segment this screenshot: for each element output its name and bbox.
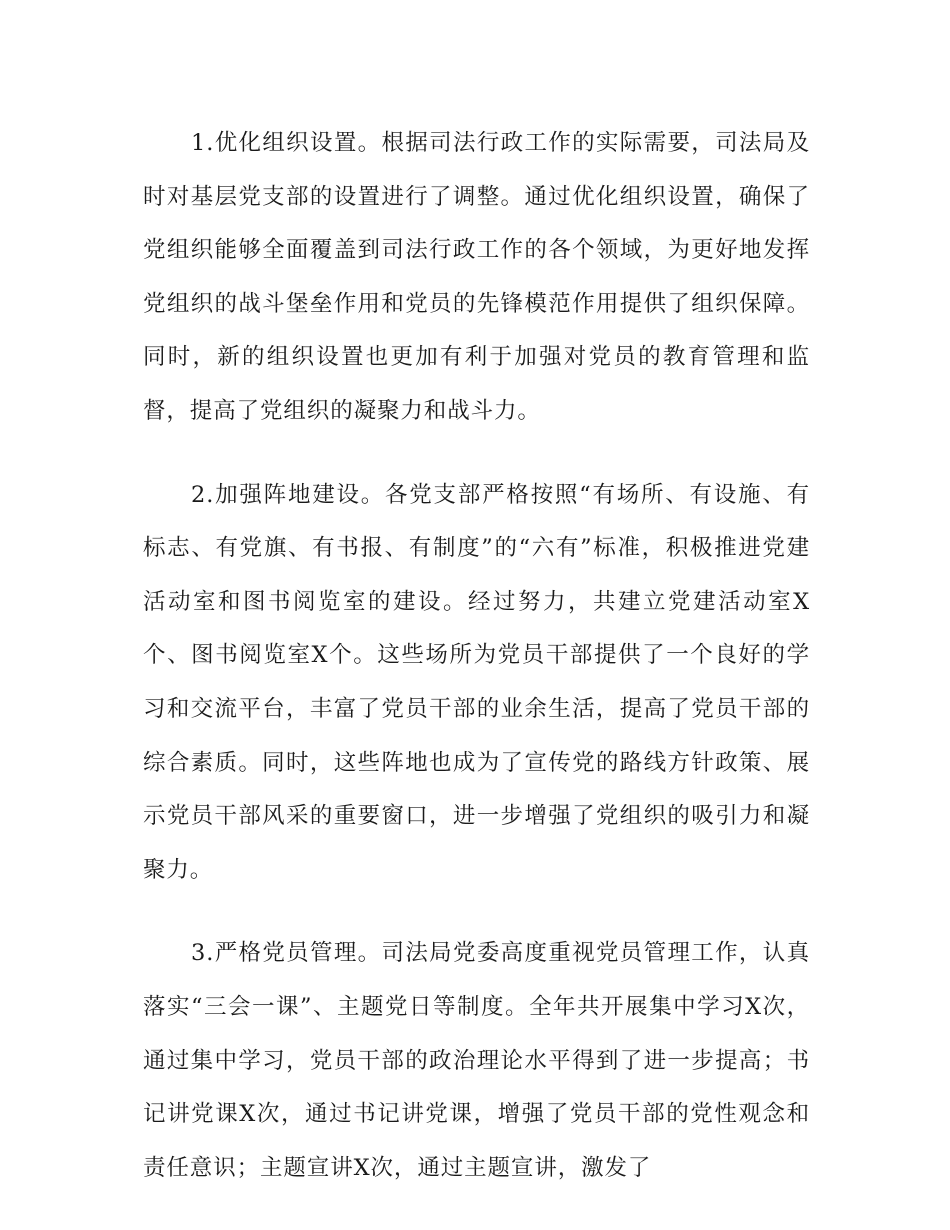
paragraph-strict-member-management: 3.严格党员管理。司法局党委高度重视党员管理工作，认真落实“三会一课”、主题党日等制度。全年共开展集中学习X次，通过集中学习，党员干部的政治理论水平得到了进一步提高；书记讲党课X次，通过书记讲党课，增强了党员干部的党性观念和责任意识；主题宣讲X次，通过主题宣讲，激发了 bbox=[143, 940, 810, 1181]
paragraph-optimize-organization: 1.优化组织设置。根据司法行政工作的实际需要，司法局及时对基层党支部的设置进行了调整。通过优化组织设置，确保了党组织能够全面覆盖到司法行政工作的各个领域，为更好地发挥党组织的战斗堡垒作用和党员的先锋模范作用提供了组织保障。同时，新的组织设置也更加有利于加强对党员的教育管理和监督，提高了党组织的凝聚力和战斗力。 bbox=[143, 130, 810, 424]
paragraph-strengthen-base-construction: 2.加强阵地建设。各党支部严格按照“有场所、有设施、有标志、有党旗、有书报、有制度”的“六有”标准，积极推进党建活动室和图书阅览室的建设。经过努力，共建立党建活动室X个、图书阅览室X个。这些场所为党员干部提供了一个良好的学习和交流平台，丰富了党员干部的业余生活，提高了党员干部的综合素质。同时，这些阵地也成为了宣传党的路线方针政策、展示党员干部风采的重要窗口，进一步增强了党组织的吸引力和凝聚力。 bbox=[143, 481, 810, 883]
document-body bbox=[143, 117, 810, 1195]
